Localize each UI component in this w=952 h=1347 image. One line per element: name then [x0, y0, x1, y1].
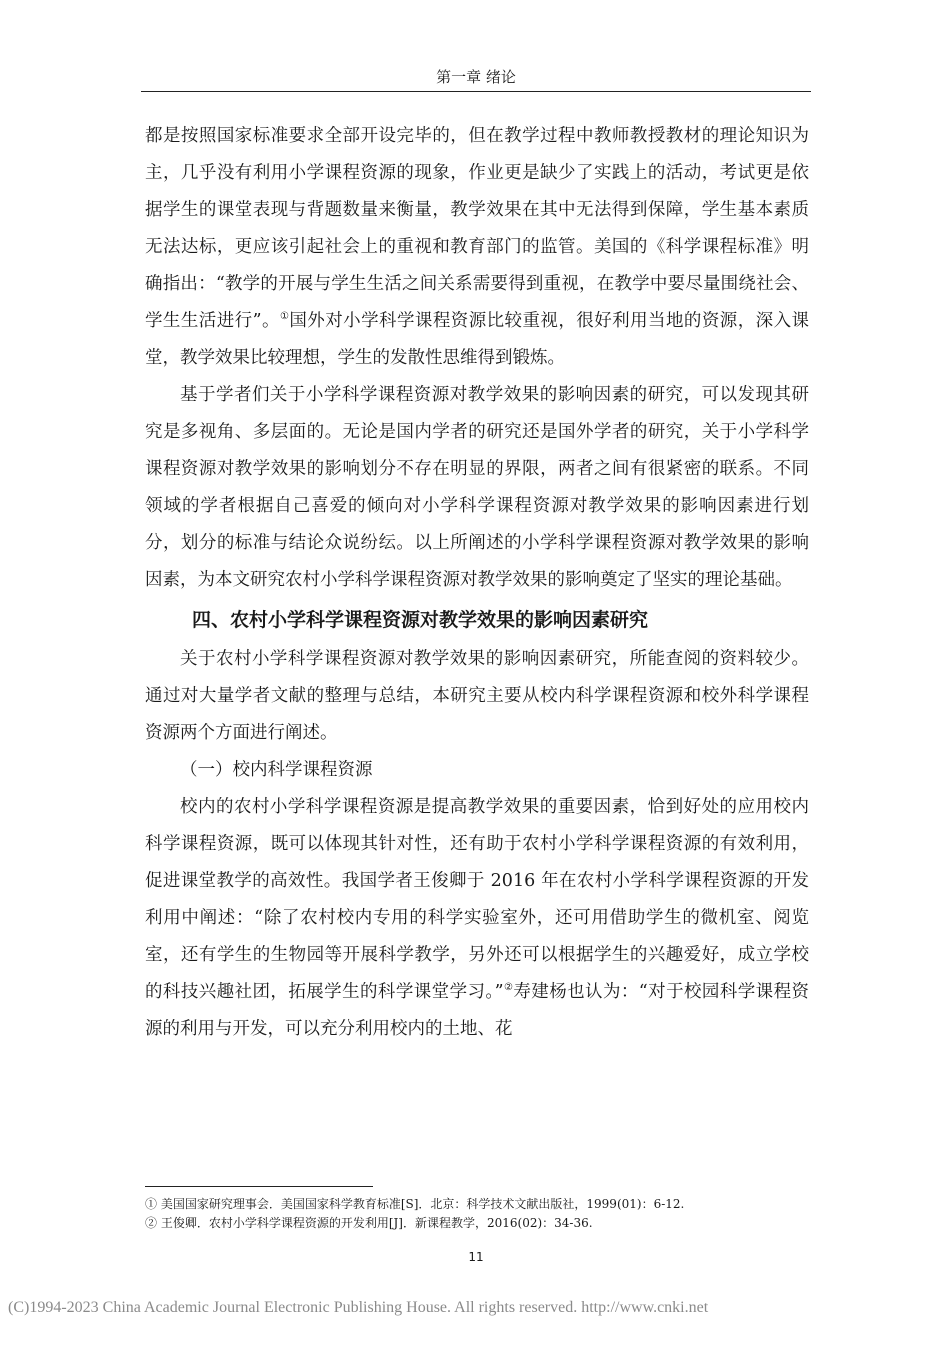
section-heading-4: 四、农村小学科学课程资源对教学效果的影响因素研究 [192, 609, 649, 631]
paragraph-1 [145, 118, 809, 377]
footnote-2: ② 王俊卿．农村小学科学课程资源的开发利用[J]．新课程教学，2016(02)：34-36. [145, 1216, 593, 1230]
paragraph-1-text-b: 国外对小学科学课程资源比较重视，很好利用当地的资源，深入课堂，教学效果比较理想，学生的发散性思维得到锻炼。 [145, 311, 810, 368]
running-header: 第一章 绪论 [436, 68, 516, 86]
paragraph-3: 关于农村小学科学课程资源对教学效果的影响因素研究，所能查阅的资料较少。通过对大量学者文献的整理与总结，本研究主要从校内科学课程资源和校外科学课程资源两个方面进行阐述。 [145, 649, 809, 743]
paragraph-4-text-b: 寿建杨也认为：“对于校园科学课程资源的利用与开发，可以充分利用校内的土地、花 [145, 982, 810, 1039]
main-body [145, 118, 809, 1048]
subsection-heading-1: （一）校内科学课程资源 [180, 760, 373, 780]
page-number: 11 [468, 1250, 484, 1264]
footnote-ref-1[interactable]: ① [279, 311, 290, 322]
paragraph-2: 基于学者们关于小学科学课程资源对教学效果的影响因素的研究，可以发现其研究是多视角、多层面的。无论是国内学者的研究还是国外学者的研究，关于小学科学课程资源对教学效果的影响划分不存在明显的界限，两者之间有很紧密的联系。不同领域的学者根据自己喜爱的倾向对小学科学课程资源对教学效果的影响因素进行划分，划分的标准与结论众说纷纭。以上所阐述的小学科学课程资源对教学效果的影响因素，为本文研究农村小学科学课程资源对教学效果的影响奠定了坚实的理论基础。 [145, 385, 809, 590]
footnotes [145, 1195, 809, 1233]
footnote-1: ① 美国国家研究理事会．美国国家科学教育标准[S]．北京：科学技术文献出版社，1999(01)：6-12. [145, 1197, 685, 1211]
paragraph-1-text-a: 都是按照国家标准要求全部开设完毕的，但在教学过程中教师教授教材的理论知识为主，几乎没有利用小学课程资源的现象，作业更是缺少了实践上的活动，考试更是依据学生的课堂表现与背题数量来衡量，教学效果在其中无法得到保障，学生基本素质无法达标，更应该引起社会上的重视和教育部门的监管。美国的《科学课程标准》明确指出：“教学的开展与学生生活之间关系需要得到重视，在教学中要尽量围绕社会、学生生活进行”。 [145, 126, 809, 331]
paragraph-4 [145, 789, 809, 1048]
paragraph-4-text-a: 校内的农村小学科学课程资源是提高教学效果的重要因素，恰到好处的应用校内科学课程资源，既可以体现其针对性，还有助于农村小学科学课程资源的有效利用，促进课堂教学的高效性。我国学者王俊卿于 2016 年在农村小学科学课程资源的开发利用中阐述：“除了农村校内专用的科学实验室外，还可用借助学生的微机室、阅览室，还有学生的生物园等开展科学教学，另外还可以根据学生的兴趣爱好，成立学校的科技兴趣社团，拓展学生的科学课堂学习。” [145, 797, 809, 1002]
footnote-ref-2[interactable]: ② [503, 982, 514, 993]
footnote-rule [145, 1186, 373, 1187]
copyright-watermark: (C)1994-2023 China Academic Journal Electronic Publishing House. All rights reserved. http://www.cnki.net [8, 1299, 709, 1316]
header-rule [141, 91, 811, 92]
